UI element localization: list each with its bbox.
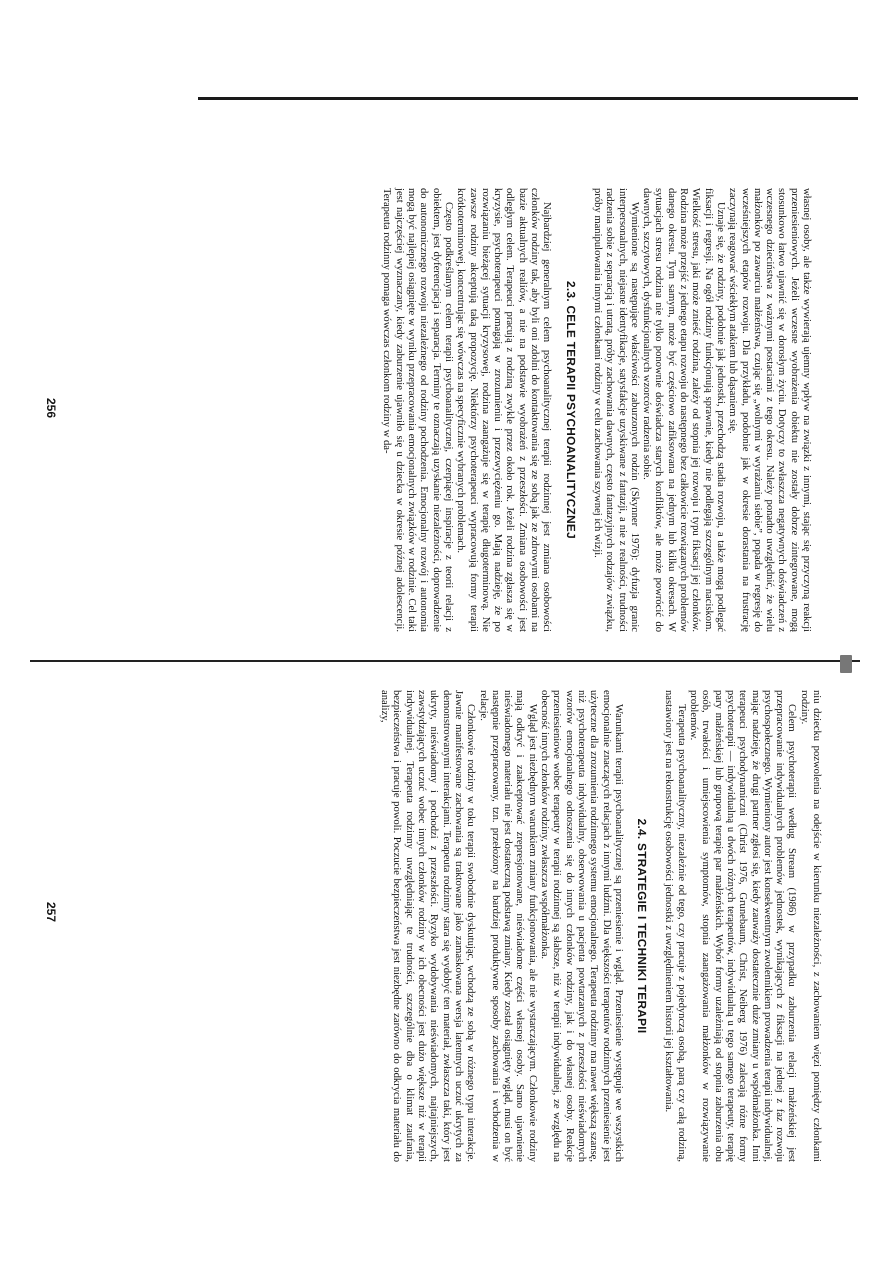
right-paragraph: Terapeuta psychoanalityczny, niezależnie od tego, czy pracuje z pojedynczą osobą, parą czy całą rodziną, nastawiony jest na rekonstrukcję osobowości jednostki z uwzględnieniem historii jej kształtowania. <box>663 690 687 1162</box>
left-page-top-fragment: własnej osoby, ale także wywierają ujemny wpływ na związki z innymi, stając się przyczyną reakcji przeniesieniowych. Jeżeli wczesne wyobrażenia obiektu nie zostały dobrze zintegrowane, mogą stosunkowo łatwo ujawnić się w dorosłym życiu. Dotyczy to zwłaszcza negatywnych doświadczeń z wczesnego dzieciństwa z ważnymi postaciami z tego okresu. Należy ponadto uwzględnić, że wielu małżonków po zawarciu małżeństwa, czując się „wolnymi w wyrażaniu siebie”, popada w regresję do wcześniejszych etapów rozwoju. Dla przykładu, podobnie jak w okresie dorastania na frustrację zaczynają reagować wściekłym atakiem lub dąsaniem się. <box>727 188 812 632</box>
right-paragraph: Wgląd jest niezbędnym warunkiem zmiany funkcjonowania, ale nie wystarczającym. Członkowie rodziny mają odkryć i zaakceptować zrepresjonowane, nieświadome części własnej osoby. Samo ujawnienie nieświadomego materiału nie jest dostateczną podstawą zmiany. Kiedy został osiągnięty wgląd, musi on być następnie przepracowany, tzn. przełożony na bardziej produktywne sposoby zachowania i wchodzenia w relacje. <box>477 690 538 1162</box>
right-page-top-fragment: niu dziecku pozwolenia na odejście w kierunku niezależności, z zachowaniem więzi pomiędzy członkami rodziny. <box>798 690 822 1162</box>
left-paragraph: Często podkreślanym celem terapii psychoanalitycznej, czerpiącej inspiracje z teorii relacji z obiektem, jest dyferencjacja i separacja. Terminy te oznaczają uzyskanie niezależności, doprowadzenie do autonomicznego rozwoju niezależnego od rodziny pochodzenia. Emocjonalny rozwój i autonomia mogą być najlepiej osiągnięte w wyniku przepracowania emocjonalnych związków w rodzinie. Cel taki jest najczęściej wyznaczany, kiedy zaburzenie ujawniło się u dziecka w okresie późnej adolescencji. Terapeuta rodzinny pomaga wówczas członkom rodziny w da- <box>381 188 454 632</box>
left-paragraph: Uznaje się, że rodziny, podobnie jak jednostki, przechodzą stadia rozwoju, a także mogą podlegać fiksacji i regresji. Na ogół rodziny funkcjonują sprawnie, kiedy nie podlegają szczególnym naciskom. Wielkość stresu, jaki może znieść rodzina, zależy od stopnia jej rozwoju i typu fiksacji jej członków. Rodzina może przejść z jednego etapu rozwoju do następnego bez całkowicie rozwiązanych problemów danego okresu. Tym samym, może być częściowo zafiksowana na jednym lub kilku okresach. W sytuacjach stresu rodzina nie tylko ponownie doświadcza starych konfliktów, ale może powrócić do dawnych, szczytowych, dysfunkcjonalnych wzorców radzenia sobie. <box>641 188 726 632</box>
gutter-line <box>30 660 860 662</box>
top-scan-rule <box>198 97 858 100</box>
left-page <box>380 188 812 632</box>
right-paragraph: Członkowie rodziny w toku terapii swobodnie dyskutując, wchodzą ze sobą w różnego typu interakcje. Jawnie manifestowane zachowania są traktowane jako zamaskowana wersja latentnych uczuć ukrytych za demonstrowanymi interakcjami. Terapeuta rodzinny stara się wydobyć ten materiał, zwłaszcza taki, który jest ukryty, nieświadomy i pochodzi z przeszłości. Ryzyko wydobywania nieświadomych, najtajniejszych, zawstydzających uczuć wobec innych członków rodziny w ich obecności jest dużo większe niż w terapii indywidualnej. Terapeuta rodzinny uwzględniając te trudności, szczególnie dba o klimat zaufania, bezpieczeństwa i pracuje powoli. Poczucie bezpieczeństwa jest niezbędne zarówno do odkrycia materiału do analizy, <box>379 690 477 1162</box>
right-page <box>378 690 822 1162</box>
right-paragraph: Celem psychoterapii według Stream (1986) w przypadku zaburzenia relacji małżeńskiej jest przepracowanie indywidualnych problemów jednostek, wynikających z fiksacji na jednej z faz rozwoju psychospołecznego. Wymieniony autor jest konsekwentnym zwolennikiem prowadzenia terapii indywidualnej, mając nadzieję, że drugi partner zgłosi się, kiedy zauważy dostatecznie duże zmiany u współmałżonka. Inni terapeuci psychodynamiczni (Christ 1976, Grunebaum, Christ, Neiberg 1976) zalecają różne formy psychoterapii — indywidualną u dwóch różnych terapeutów, indywidualną u tego samego terapeuty, terapię pary małżeńskiej lub grupową terapię par małżeńskich. Wybór formy uzależniają od stopnia zaburzenia obu osób, trwałości i umiejscowienia symptomów, stopnia zaangażowania małżonków w rozwiązywanie problemów. <box>688 690 798 1162</box>
section-heading-2-4: 2.4. STRATEGIE I TECHNIKI TERAPII <box>635 818 650 1034</box>
scan-speck <box>840 655 852 673</box>
left-page-number: 256 <box>44 398 58 419</box>
left-paragraph: Wymienione są następujące właściwości zaburzonych rodzin (Skynner 1976): dyfuzja granic interpersonalnych, niejasne identyfikacje, satysfakcje uzyskiwane z fantazji, a nie z realności, trudności radzenia sobie z separacją i utratą, próby zachowania dawnych, często fantazyjnych rodzajów związku, próby manipulowania innymi członkami rodziny w celu zachowania szywnej ich wizji. <box>591 188 640 632</box>
left-paragraph: Najbardziej generalnym celem psychoanalitycznej terapii rodzinnej jest zmiana osobowości członków rodziny tak, aby byli oni zdolni do kontaktowania się ze sobą jak ze zdrowymi osobami na bazie aktualnych realiów, a nie na podstawie wyobrażeń z przeszłości. Zmiana osobowości jest odległym celem. Terapeuci pracują z rodziną zwykle przez około rok. Jeżeli rodzina zgłasza się w kryzysie, psychoterapeuci pomagają w zrozumieniu i przezwyciężeniu go. Mają nadzieję, że po rozwiązaniu bieżącej sytuacji kryzysowej, rodzina zaangażuje się w terapię długoterminową. Nie zawsze rodziny akceptują taką propozycję. Niektórzy psychoterapeuci wypracowują formy terapii krótkoterminowej, koncentrując się wówczas na specyficznie wybranych problemach. <box>455 188 553 632</box>
right-paragraph: Warunkami terapii psychoanalitycznej są przeniesienie i wgląd. Przeniesienie występuje we wszystkich emocjonalnie znaczących relacjach z innymi ludźmi. Dla większości terapeutów rodzinnych przeniesienie jest użyteczne dla zrozumienia rodzinnego systemu emocjonalnego. Terapeuta rodzinny ma nawet większą szansę, niż psychoterapeuta indywidualny, obserwowania u pacjenta powtarzanych z przeszłości nieświadomych wzorów emocjonalnego odnoszenia się do innych członków rodziny, jak i do własnej osoby. Reakcje przeniesieniowe wobec terapeuty w terapii rodzinnej są słabsze, niż w terapii indywidualnej, ze względu na obecność innych członków rodziny, zwłaszcza współmałżonka. <box>539 690 624 1162</box>
section-heading-2-3: 2.3. CELE TERAPII PSYCHOANALITYCZNEJ <box>563 281 578 539</box>
right-page-number: 257 <box>44 902 58 923</box>
